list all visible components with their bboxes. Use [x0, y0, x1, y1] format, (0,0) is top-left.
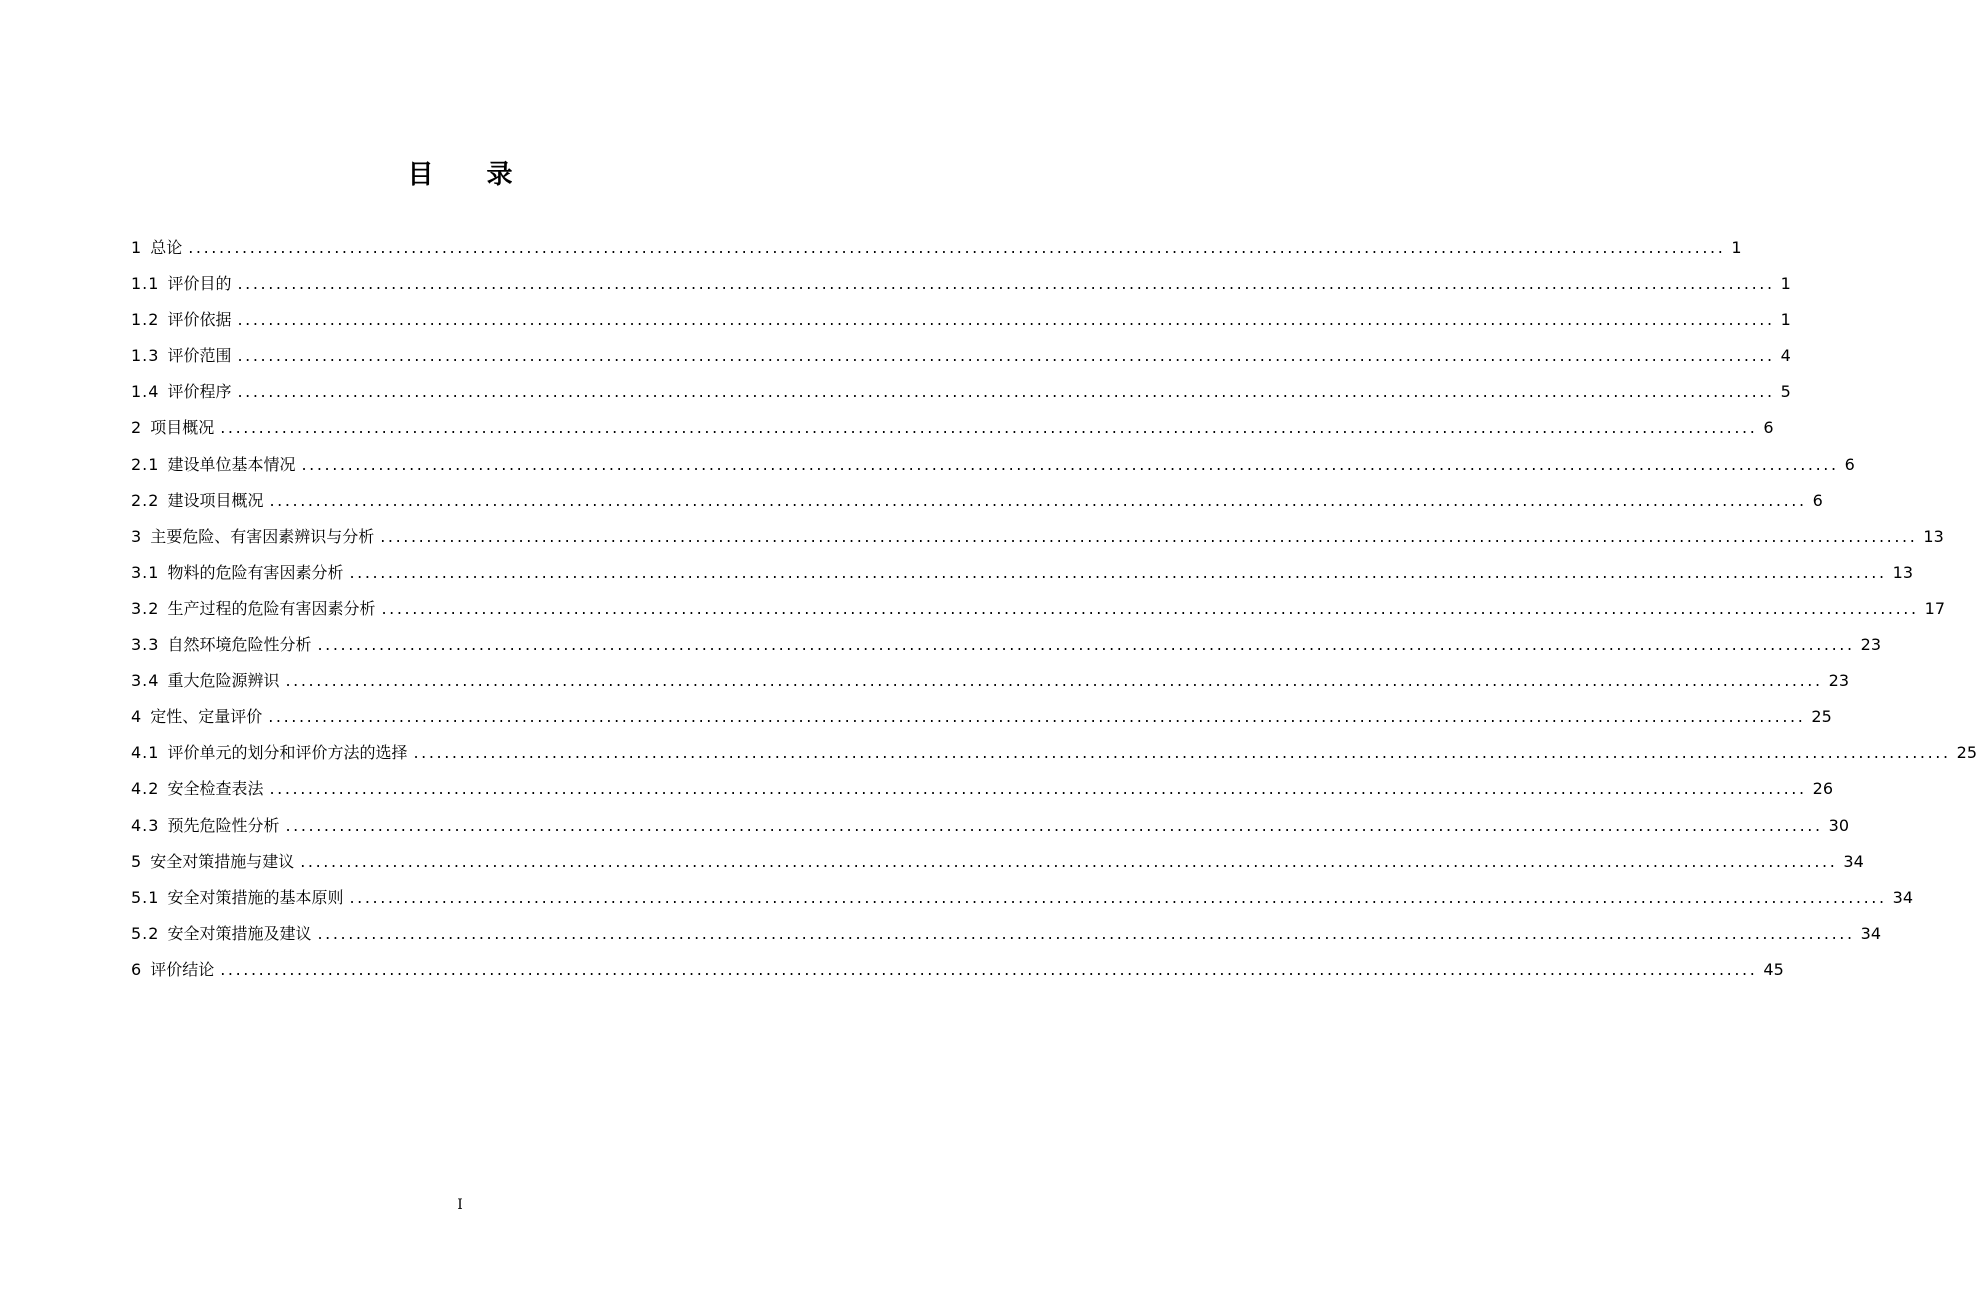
toc-entry-page: 6 [1763, 418, 1774, 438]
toc-entry-title: 评价结论 [150, 959, 215, 979]
toc-entry-page: 1 [1780, 310, 1791, 330]
toc-entry-page: 1 [1731, 238, 1742, 257]
toc-entry[interactable] [131, 952, 1784, 988]
toc-entry[interactable] [131, 663, 1850, 699]
toc-leader-dots: ........................................................................................................................................................................................................ [300, 851, 1838, 871]
toc-entry-page: 34 [1843, 851, 1864, 871]
toc-entry-page: 26 [1812, 779, 1834, 799]
toc-entry-page: 13 [1923, 526, 1944, 546]
toc-entry-title: 总论 [150, 238, 183, 257]
toc-leader-dots: ........................................................................................................................................................................................................ [269, 779, 1807, 799]
toc-leader-dots: ........................................................................................................................................................................................................ [349, 887, 1887, 907]
toc-entry-page: 1 [1780, 274, 1791, 294]
toc-entry-title: 定性、定量评价 [150, 707, 263, 727]
toc-leader-dots: ........................................................................................................................................................................................................ [413, 743, 1951, 763]
toc-entry[interactable] [131, 555, 1914, 591]
toc-entry-title: 评价目的 [167, 274, 232, 294]
toc-entry-page: 25 [1956, 743, 1977, 763]
toc-entry[interactable] [131, 591, 1946, 627]
page-number: I [457, 1197, 463, 1213]
toc-entry[interactable] [131, 447, 1855, 483]
toc-entry[interactable] [131, 771, 1834, 807]
toc-entry-title: 生产过程的危险有害因素分析 [167, 598, 376, 618]
table-of-contents [131, 230, 1977, 988]
toc-leader-dots: ........................................................................................................................................................................................................ [269, 490, 1807, 510]
toc-entry-page: 23 [1860, 635, 1882, 655]
toc-entry-number: 3 [131, 526, 143, 546]
toc-entry-number: 3.2 [131, 598, 160, 618]
toc-entry-number: 1 [131, 238, 143, 257]
toc-entry-title: 安全对策措施的基本原则 [167, 887, 344, 907]
toc-entry-title: 项目概况 [150, 418, 215, 438]
toc-entry-number: 6 [131, 959, 143, 979]
toc-entry-number: 4.3 [131, 815, 160, 835]
toc-entry[interactable] [131, 735, 1977, 771]
toc-entry[interactable] [131, 374, 1791, 410]
toc-entry-title: 评价程序 [167, 382, 232, 402]
toc-entry-number: 1.4 [131, 382, 160, 402]
toc-entry-number: 2 [131, 418, 143, 438]
toc-entry[interactable] [131, 699, 1832, 735]
toc-leader-dots: ........................................................................................................................................................................................................ [188, 238, 1726, 257]
toc-leader-dots: ........................................................................................................................................................................................................ [285, 671, 1823, 691]
toc-entry-page: 4 [1780, 346, 1791, 366]
toc-entry-page: 45 [1763, 959, 1784, 979]
toc-entry[interactable] [131, 844, 1864, 880]
toc-leader-dots: ........................................................................................................................................................................................................ [237, 274, 1775, 294]
toc-entry-title: 预先危险性分析 [167, 815, 280, 835]
toc-entry-page: 34 [1892, 887, 1914, 907]
toc-entry-number: 1.2 [131, 310, 160, 330]
toc-entry[interactable] [131, 519, 1944, 555]
toc-leader-dots: ........................................................................................................................................................................................................ [317, 923, 1855, 943]
toc-entry-title: 物料的危险有害因素分析 [167, 562, 344, 582]
toc-leader-dots: ........................................................................................................................................................................................................ [237, 382, 1775, 402]
toc-entry-title: 安全对策措施及建议 [167, 923, 312, 943]
toc-entry-number: 4.2 [131, 779, 160, 799]
toc-entry-number: 2.1 [131, 454, 160, 474]
toc-entry-page: 5 [1780, 382, 1791, 402]
toc-entry-title: 主要危险、有害因素辨识与分析 [150, 526, 375, 546]
toc-entry-number: 5.1 [131, 887, 160, 907]
toc-entry-number: 4.1 [131, 743, 160, 763]
toc-entry-page: 23 [1828, 671, 1850, 691]
toc-entry-title: 自然环境危险性分析 [167, 635, 312, 655]
toc-entry-page: 34 [1860, 923, 1882, 943]
toc-entry-number: 3.4 [131, 671, 160, 691]
toc-entry[interactable] [131, 483, 1823, 519]
toc-entry[interactable] [131, 627, 1882, 663]
toc-entry-page: 13 [1892, 562, 1914, 582]
toc-entry-number: 3.1 [131, 562, 160, 582]
toc-entry-number: 5 [131, 851, 143, 871]
toc-entry-title: 重大危险源辨识 [167, 671, 280, 691]
toc-leader-dots: ........................................................................................................................................................................................................ [268, 707, 1806, 727]
page-title: 目 录 [407, 160, 535, 190]
toc-entry-number: 1.3 [131, 346, 160, 366]
toc-leader-dots: ........................................................................................................................................................................................................ [380, 526, 1918, 546]
toc-leader-dots: ........................................................................................................................................................................................................ [220, 418, 1758, 438]
toc-entry-page: 25 [1811, 707, 1832, 727]
toc-entry[interactable] [131, 230, 1742, 266]
toc-leader-dots: ........................................................................................................................................................................................................ [381, 598, 1919, 618]
toc-entry[interactable] [131, 916, 1882, 952]
toc-entry-page: 30 [1828, 815, 1850, 835]
toc-entry-page: 6 [1844, 454, 1855, 474]
toc-entry-title: 建设单位基本情况 [167, 454, 296, 474]
toc-entry-number: 4 [131, 707, 143, 727]
toc-entry[interactable] [131, 880, 1914, 916]
toc-entry[interactable] [131, 808, 1850, 844]
toc-entry[interactable] [131, 410, 1774, 446]
toc-leader-dots: ........................................................................................................................................................................................................ [317, 635, 1855, 655]
toc-leader-dots: ........................................................................................................................................................................................................ [220, 959, 1758, 979]
toc-entry[interactable] [131, 302, 1791, 338]
toc-entry-title: 建设项目概况 [167, 490, 264, 510]
toc-entry[interactable] [131, 338, 1791, 374]
toc-entry-number: 2.2 [131, 490, 160, 510]
toc-entry-number: 3.3 [131, 635, 160, 655]
toc-leader-dots: ........................................................................................................................................................................................................ [301, 454, 1839, 474]
toc-entry-title: 评价依据 [167, 310, 232, 330]
toc-entry-title: 安全对策措施与建议 [150, 851, 295, 871]
toc-entry-number: 5.2 [131, 923, 160, 943]
toc-entry-title: 安全检查表法 [167, 779, 264, 799]
toc-leader-dots: ........................................................................................................................................................................................................ [285, 815, 1823, 835]
toc-entry-number: 1.1 [131, 274, 160, 294]
toc-entry-title: 评价范围 [167, 346, 232, 366]
toc-leader-dots: ........................................................................................................................................................................................................ [349, 562, 1887, 582]
toc-entry[interactable] [131, 266, 1791, 302]
toc-entry-page: 6 [1812, 490, 1823, 510]
toc-leader-dots: ........................................................................................................................................................................................................ [237, 310, 1775, 330]
toc-leader-dots: ........................................................................................................................................................................................................ [237, 346, 1775, 366]
toc-entry-page: 17 [1924, 598, 1946, 618]
toc-entry-title: 评价单元的划分和评价方法的选择 [167, 743, 408, 763]
